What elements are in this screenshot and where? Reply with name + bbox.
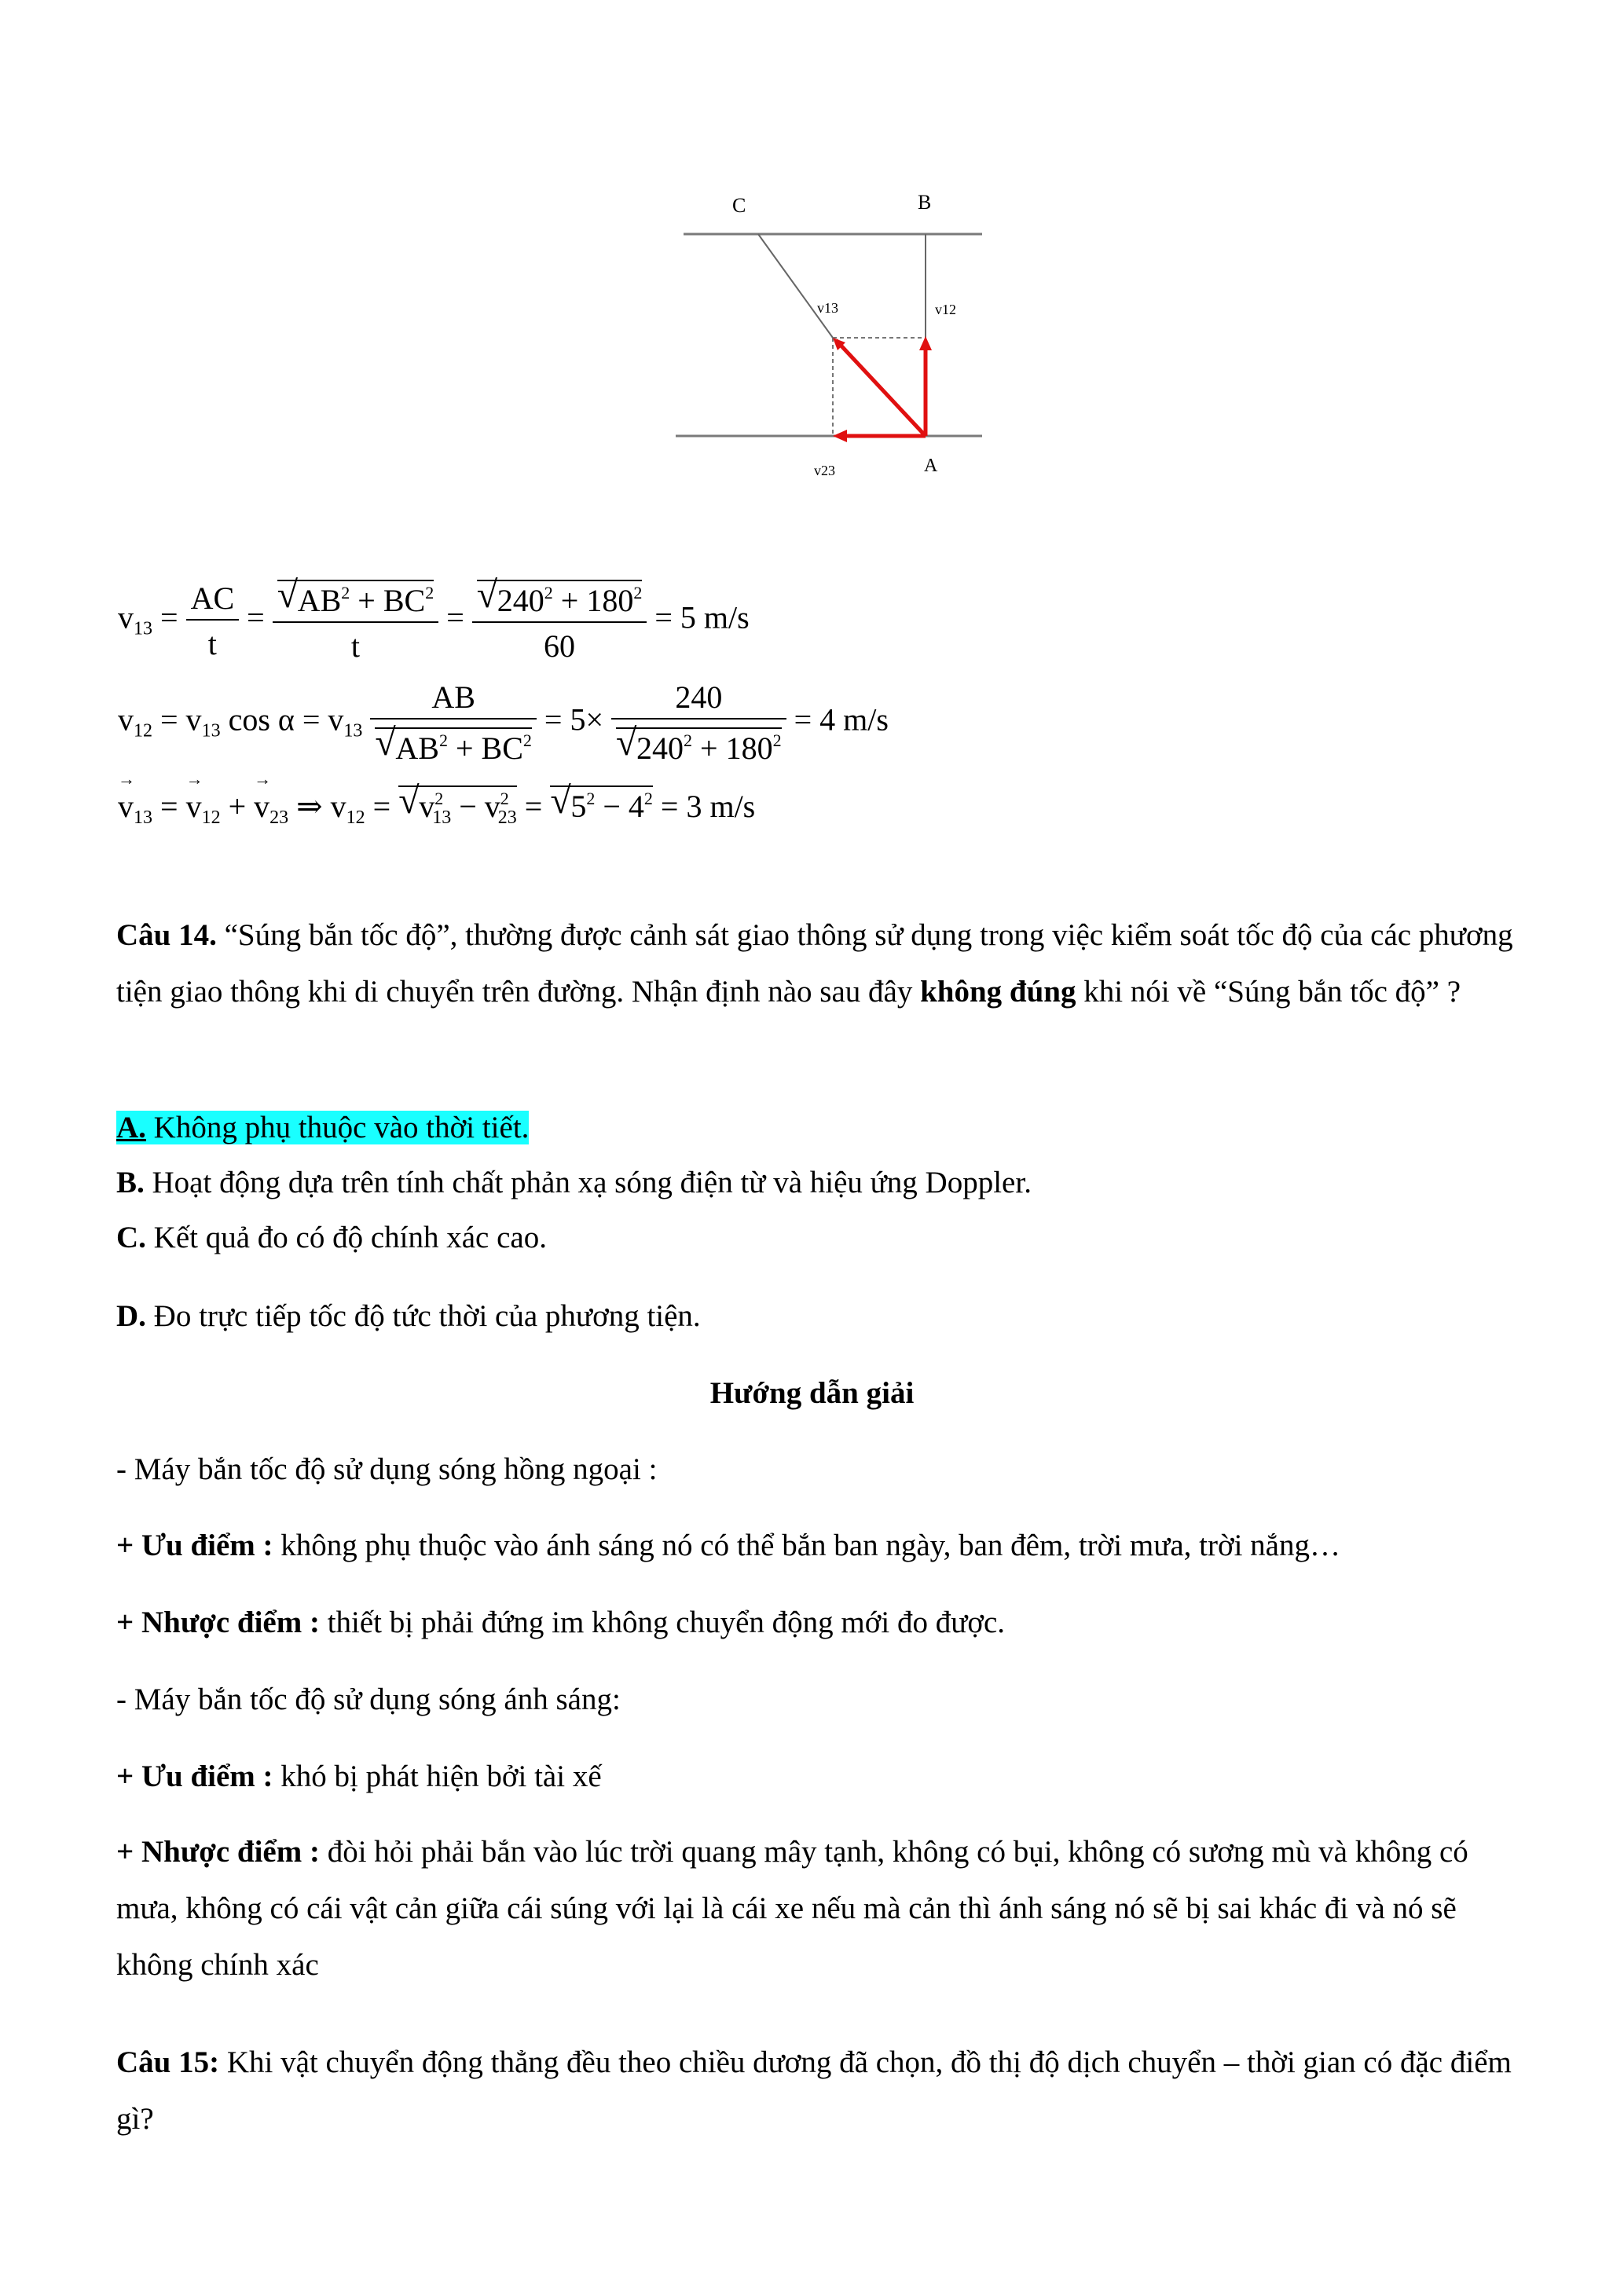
solution-p5: + Ưu điểm : khó bị phát hiện bởi tài xế — [116, 1760, 602, 1793]
fraction-sqrt-ab-bc — [273, 580, 439, 662]
solution-heading: Hướng dẫn giải — [709, 1376, 915, 1410]
fraction-ac-t — [186, 580, 240, 661]
question-label: Câu 14. — [116, 918, 217, 952]
fraction-denominator — [370, 720, 537, 764]
formula-v12: $v_{12} = v_{13}$ $\cos \alpha = v_{13}$ AB √ $AB^2 + BC^2$ = 5× 240 √ $240^2 + 180^2$ = 4 m/s — [118, 682, 889, 764]
option-c — [116, 1210, 1515, 1266]
bold-phrase: không đúng — [920, 975, 1076, 1009]
sqrt: √ $AB^2 + BC^2$ — [375, 727, 532, 764]
option-c-label: C. — [116, 1221, 146, 1254]
line-c-to-v13 — [758, 234, 833, 338]
solution-p2: + Ưu điểm : không phụ thuộc vào ánh sáng nó có thể bắn ban ngày, ban đêm, trời mưa, trời nắng… — [116, 1529, 1340, 1562]
sqrt: √ $v^2_{13} - v^2_{23}$ — [398, 785, 517, 827]
sqrt: √ $240^2 + 180^2$ — [477, 580, 643, 617]
fraction-denominator: t — [350, 628, 361, 664]
fraction-numerator: AC — [186, 583, 240, 621]
formula-result: = 3 m/s — [660, 789, 756, 824]
fraction-numerator — [273, 580, 439, 623]
fraction-ab-sqrt — [370, 679, 537, 766]
formula-lhs-sub: 13 — [134, 618, 152, 639]
v23-arrowhead — [833, 430, 847, 442]
fraction-240-sqrt — [611, 679, 786, 766]
option-b-text: Hoạt động dựa trên tính chất phản xạ sóng điện từ và hiệu ứng Doppler. — [144, 1166, 1032, 1199]
label-v13: v13 — [817, 300, 838, 316]
option-c-text: Kết quả đo có độ chính xác cao. — [145, 1221, 547, 1254]
diagram-svg — [668, 173, 998, 503]
fraction-denominator: 60 — [544, 628, 576, 664]
option-d — [116, 1288, 1515, 1345]
formula-vector-sum: → $v_{13}$ = → $v_{12}$ + → $v_{23}$ ⇒ $v_{12}$ = √ $v^2_{13} - v^2_{23}$ = √ $5^2 - 4^2 = 3$ m/s — [118, 785, 755, 827]
fraction-sqrt-numbers — [472, 580, 647, 662]
fraction-numerator: 240 — [611, 682, 786, 720]
velocity-vector-diagram — [668, 173, 998, 503]
option-b-label: B. — [116, 1166, 145, 1199]
solution-p4: - Máy bắn tốc độ sử dụng sóng ánh sáng: — [116, 1683, 621, 1716]
question-15: Câu 15: Khi vật chuyển động thẳng đều theo chiều dương đã chọn, đồ thị độ dịch chuyển – thời gian có đặc điểm gì? — [116, 2045, 1512, 2136]
option-d-text: Đo trực tiếp tốc độ tức thời của phương tiện. — [145, 1299, 701, 1333]
fraction-denominator: t — [207, 625, 217, 661]
sqrt: √ $AB^2 + BC^2$ — [277, 580, 434, 617]
option-d-label: D. — [116, 1299, 146, 1333]
label-a: A — [924, 456, 938, 476]
formula-v13: $v_{13}$ = $\frac{AC}{t}$ = √ $\frac{AB^2 + BC^2}{t}$ = √ $\frac{240^2 + 180^2}{60}$ = 5 m/s — [118, 580, 750, 662]
solution-p6: + Nhược điểm : đòi hỏi phải bắn vào lúc trời quang mây tạnh, không có bụi, không có sương mù và không có mưa, không có cái vật cản giữa cái súng với lại là cái xe nếu mà cản thì ánh sáng nó sẽ bị sai khác đi và nó sẽ không chính xác — [116, 1835, 1468, 1982]
label-v12: v12 — [935, 302, 956, 317]
formula-result: = 4 m/s — [794, 701, 889, 738]
fraction-numerator: AB — [370, 682, 537, 720]
formula-result: = 5 m/s — [654, 599, 750, 635]
solution-p3: + Nhược điểm : thiết bị phải đứng im không chuyển động mới đo được. — [116, 1606, 1006, 1639]
v13-arrow — [836, 340, 926, 436]
question-14: Câu 14. “Súng bắn tốc độ”, thường được cảnh sát giao thông sử dụng trong việc kiểm soát tốc độ của các phương tiện giao thông khi di chuyển trên đường. Nhận định nào sau đây không đúng khi nói về “Súng bắn tốc độ” ? — [116, 918, 1513, 1009]
label-c: C — [732, 194, 746, 217]
label-v23: v23 — [814, 463, 835, 478]
label-b: B — [918, 191, 932, 214]
sqrt: √ $5^2 - 4^2$ — [550, 785, 653, 822]
question-label: Câu 15: — [116, 2045, 220, 2079]
sqrt: √ $240^2 + 180^2$ — [616, 727, 782, 764]
option-a-label: A. — [116, 1111, 146, 1144]
fraction-numerator — [472, 580, 647, 623]
formula-lhs: v — [118, 599, 134, 635]
fraction-denominator — [611, 720, 786, 764]
solution-p1: - Máy bắn tốc độ sử dụng sóng hồng ngoại : — [116, 1452, 658, 1486]
option-b — [116, 1155, 1515, 1211]
option-a-text: Không phụ thuộc vào thời tiết. — [145, 1111, 530, 1144]
option-a — [116, 1100, 1515, 1156]
